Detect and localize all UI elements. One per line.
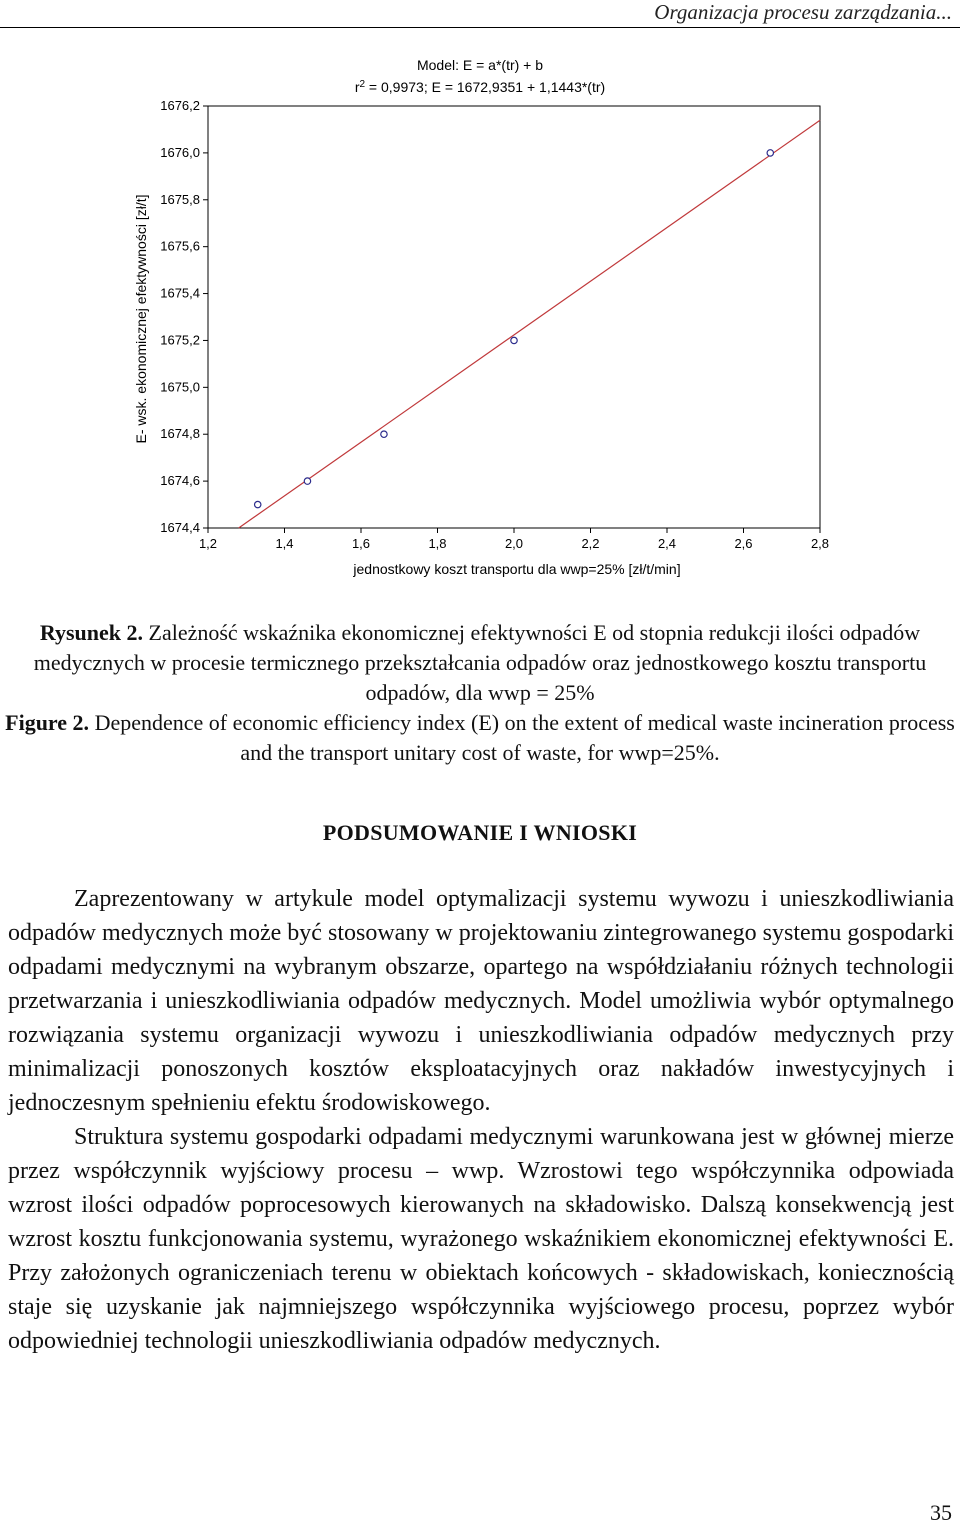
chart-xlabel: jednostkowy koszt transportu dla wwp=25% [zł/t/min]	[353, 561, 681, 577]
caption-english	[0, 708, 960, 768]
caption-pl-label: Rysunek 2.	[39, 620, 144, 645]
x-tick-label: 2,0	[504, 536, 524, 551]
y-tick-label: 1676,2	[160, 98, 200, 113]
x-tick-label: 1,6	[351, 536, 371, 551]
chart-title-r: r	[354, 79, 360, 95]
regression-line	[239, 120, 820, 528]
x-tick-label: 1,2	[198, 536, 218, 551]
x-tick-label: 2,8	[810, 536, 830, 551]
data-point	[381, 431, 387, 437]
y-tick-label: 1675,0	[160, 379, 200, 395]
chart-title-rest: = 0,9973; E = 1672,9351 + 1,1443*(tr)	[365, 79, 606, 95]
y-tick-label: 1674,8	[160, 426, 200, 442]
plot-frame	[208, 106, 820, 528]
y-tick-label: 1675,8	[160, 191, 200, 207]
body-text	[8, 882, 954, 1358]
y-tick-label: 1674,6	[160, 473, 200, 489]
x-tick-label: 2,2	[581, 536, 600, 551]
y-tick-label: 1675,4	[160, 285, 200, 301]
paragraph-1: Zaprezentowany w artykule model optymalizacji systemu wywozu i unieszkodliwiania odpadów medycznych może być stosowany w projektowaniu zintegrowanego systemu gospodarki odpadami medycznymi na wybranym obszarze, opartego na współdziałaniu różnych technologii przetwarzania i unieszkodliwiania odpadów medycznych. Model umożliwia wybór optymalnego rozwiązania systemu organizacji wywozu i unieszkodliwiania odpadów medycznych przy minimalizacji ponoszonych kosztów eksploatacyjnych oraz nakładów inwestycyjnych i jednoczesnym spełnieniu efektu środowiskowego.	[8, 886, 954, 1116]
caption-en-label: Figure 2.	[5, 710, 90, 735]
running-header	[0, 0, 960, 28]
x-tick-label: 1,4	[275, 536, 294, 551]
caption-en-text: Dependence of economic efficiency index (E) on the extent of medical waste incineration process and the transport unitary cost of waste, for wwp=25%.	[89, 710, 955, 765]
caption-polish	[0, 618, 960, 708]
y-tick-label: 1676,0	[160, 144, 200, 160]
data-point	[304, 478, 310, 484]
chart-ylabel: E- wsk. ekonomicznej efektywności [zł/t]	[133, 194, 149, 444]
chart-title-line1: Model: E = a*(tr) + b	[416, 57, 544, 73]
x-tick-label: 2,6	[734, 536, 753, 551]
data-point	[767, 150, 773, 156]
chart-title-line2	[355, 79, 605, 96]
running-title: Organizacja procesu zarządzania...	[654, 0, 952, 24]
figure-chart	[118, 40, 842, 588]
caption-pl-text: Zależność wskaźnika ekonomicznej efektywności E od stopnia redukcji ilości odpadów medycznych w procesie termicznego przekształcania odpadów oraz jednostkowego kosztu transportu odpadów, dla wwp = 25%	[33, 620, 927, 705]
figure-caption	[0, 618, 960, 768]
x-tick-label: 2,4	[657, 536, 677, 551]
data-point	[511, 337, 517, 343]
y-tick-label: 1674,4	[160, 520, 200, 535]
y-tick-label: 1675,2	[160, 332, 200, 348]
x-tick-label: 1,8	[428, 536, 447, 551]
chart-title-sup: 2	[359, 78, 366, 90]
section-heading: PODSUMOWANIE I WNIOSKI	[322, 820, 638, 845]
page-number: 35	[930, 1500, 952, 1525]
data-point	[255, 501, 261, 507]
scatter-plot	[118, 40, 842, 588]
paragraph-2: Struktura systemu gospodarki odpadami medycznymi warunkowana jest w głównej mierze przez współczynnik wyjściowy procesu – wwp. Wzrostowi tego współczynnika odpowiada wzrost ilości odpadów poprocesowych kierowanych na składowisko. Dalszą konsekwencją jest wzrost kosztu funkcjonowania systemu, wyrażonego wskaźnikiem ekonomicznej efektywności E. Przy założonych ograniczeniach terenu w obiektach końcowych - składowiskach, koniecznością staje się uzyskanie jak najmniejszego współczynnika wyjściowego procesu, poprzez wybór odpowiedniej technologii unieszkodliwiania odpadów medycznych.	[8, 1124, 954, 1354]
y-tick-label: 1675,6	[160, 238, 200, 254]
